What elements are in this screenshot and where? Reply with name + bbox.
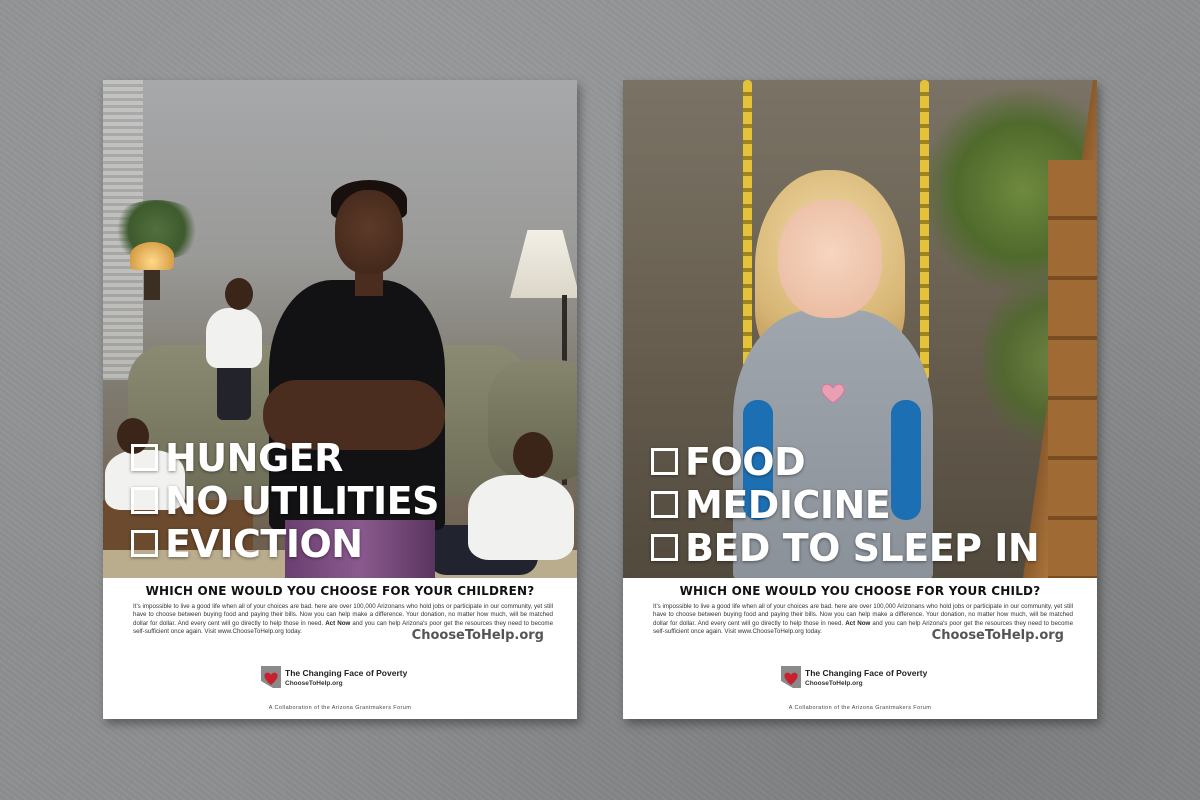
checklist-label: EVICTION (165, 521, 363, 566)
checklist-item (131, 436, 439, 479)
checkbox-icon (131, 444, 158, 471)
act-now-text: Act Now (845, 619, 871, 627)
wooden-playset-planks (1048, 160, 1097, 578)
checklist-label: MEDICINE (685, 482, 891, 527)
table-lamp-base (144, 270, 160, 300)
logo-title: The Changing Face of Poverty (285, 668, 408, 678)
checklist-label: FOOD (685, 439, 806, 484)
headline: WHICH ONE WOULD YOU CHOOSE FOR YOUR CHILDREN? (145, 584, 535, 598)
footer-credit: A Collaboration of the Arizona Grantmakers Forum (268, 705, 412, 711)
act-now-text: Act Now (325, 619, 351, 627)
child-middle-legs (217, 360, 251, 420)
logo-url: ChooseToHelp.org (285, 680, 343, 687)
body-copy-part-1: It's impossible to live a good life when all of your choices are bad. here are over 100,000 Arizonans who hold jobs or participate in our community, yet still have to choose between buying food and paying their bills. Now you can help make a difference. Your donation, no matter how much, will be matched dollar for dollar. And every cent will go directly to help those in need. (653, 603, 1073, 627)
body-copy-part-2: and you can help Arizona's poor get the resources they need to become self-sufficient once again. Visit www.ChooseToHelp.org today. (133, 619, 554, 636)
body-copy-part-1: It's impossible to live a good life when all of your choices are bad. here are over 100,000 Arizonans who hold jobs or participate in our community, yet still have to choose between buying food and paying their bills. Now you can help make a difference. Your donation, no matter how much, will be matched dollar for dollar. And every cent will go directly to help those in need. (133, 603, 553, 627)
checklist-label: HUNGER (165, 435, 343, 480)
arizona-heart-logo-icon (260, 665, 282, 689)
logo-url: ChooseToHelp.org (805, 680, 863, 687)
website-url-large: ChooseToHelp.org (411, 628, 544, 643)
mother-face (335, 190, 403, 274)
checkbox-icon (651, 448, 678, 475)
headline: WHICH ONE WOULD YOU CHOOSE FOR YOUR CHILD? (679, 584, 1041, 598)
body-copy-part-2: and you can help Arizona's poor get the resources they need to become self-sufficient once again. Visit www.ChooseToHelp.org today. (653, 619, 1074, 636)
swing-chain-right (920, 80, 929, 380)
checklist-item (651, 440, 1039, 483)
text-panel (623, 578, 1097, 719)
checklist-label: BED TO SLEEP IN (685, 525, 1040, 570)
checkbox-icon (651, 534, 678, 561)
checklist (651, 440, 1039, 569)
child-right-body (468, 475, 574, 560)
table-lamp (130, 242, 174, 270)
heart-icon (819, 380, 847, 404)
photo-mother-with-children (103, 80, 577, 578)
child-right-head (513, 432, 553, 478)
checklist-label: NO UTILITIES (165, 478, 439, 523)
child-middle-body (206, 308, 262, 368)
arizona-heart-logo-icon (780, 665, 802, 689)
checkbox-icon (131, 530, 158, 557)
checklist-item (131, 522, 439, 565)
girl-face (778, 200, 882, 318)
photo-girl-on-swing (623, 80, 1097, 578)
checkbox-icon (651, 491, 678, 518)
floor-lamp-shade (510, 230, 577, 298)
poster-children (103, 80, 577, 719)
logo-title: The Changing Face of Poverty (805, 668, 928, 678)
poster-child (623, 80, 1097, 719)
text-panel (103, 578, 577, 719)
checklist-item (651, 526, 1039, 569)
checklist (131, 436, 439, 565)
footer-credit: A Collaboration of the Arizona Grantmakers Forum (788, 705, 932, 711)
website-url-large: ChooseToHelp.org (931, 628, 1064, 643)
checkbox-icon (131, 487, 158, 514)
checklist-item (131, 479, 439, 522)
child-middle-head (225, 278, 253, 310)
swing-chain-left (743, 80, 752, 380)
checklist-item (651, 483, 1039, 526)
